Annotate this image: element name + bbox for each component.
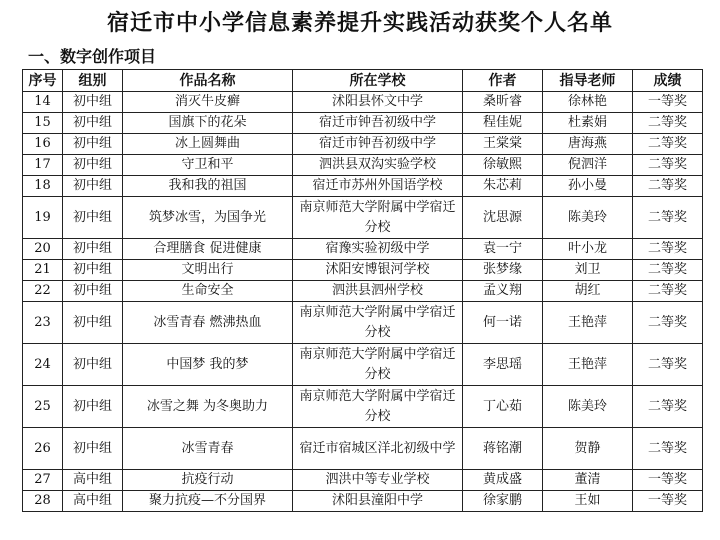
- cell-work: 合理膳食 促进健康: [123, 239, 293, 260]
- cell-teacher: 胡红: [543, 281, 633, 302]
- cell-author: 张梦缘: [463, 260, 543, 281]
- cell-author: 何一诺: [463, 302, 543, 344]
- cell-author: 王棠棠: [463, 134, 543, 155]
- cell-result: 二等奖: [633, 428, 703, 470]
- award-table: [22, 69, 703, 512]
- cell-result: 一等奖: [633, 470, 703, 491]
- cell-school: 南京师范大学附属中学宿迁分校: [293, 386, 463, 428]
- cell-teacher: 王如: [543, 491, 633, 512]
- cell-school: 泗洪县泗州学校: [293, 281, 463, 302]
- cell-no: 22: [23, 281, 63, 302]
- table-row: [23, 239, 703, 260]
- cell-author: 黄成盛: [463, 470, 543, 491]
- table-row: [23, 92, 703, 113]
- header-no: 序号: [23, 70, 63, 92]
- cell-no: 21: [23, 260, 63, 281]
- cell-result: 二等奖: [633, 239, 703, 260]
- cell-no: 28: [23, 491, 63, 512]
- table-row: [23, 134, 703, 155]
- cell-no: 16: [23, 134, 63, 155]
- cell-school: 南京师范大学附属中学宿迁分校: [293, 302, 463, 344]
- cell-group: 初中组: [63, 113, 123, 134]
- table-row: [23, 113, 703, 134]
- table-row: [23, 428, 703, 470]
- cell-group: 高中组: [63, 470, 123, 491]
- cell-work: 冰雪之舞 为冬奥助力: [123, 386, 293, 428]
- cell-result: 二等奖: [633, 113, 703, 134]
- cell-group: 高中组: [63, 491, 123, 512]
- cell-no: 17: [23, 155, 63, 176]
- cell-teacher: 王艳萍: [543, 344, 633, 386]
- cell-group: 初中组: [63, 239, 123, 260]
- header-group: 组别: [63, 70, 123, 92]
- cell-work: 文明出行: [123, 260, 293, 281]
- table-header-row: [23, 70, 703, 92]
- cell-author: 李思瑶: [463, 344, 543, 386]
- cell-teacher: 叶小龙: [543, 239, 633, 260]
- cell-no: 15: [23, 113, 63, 134]
- cell-school: 沭阳安博银河学校: [293, 260, 463, 281]
- cell-no: 20: [23, 239, 63, 260]
- cell-work: 守卫和平: [123, 155, 293, 176]
- cell-author: 徐家鹏: [463, 491, 543, 512]
- cell-teacher: 董清: [543, 470, 633, 491]
- cell-result: 二等奖: [633, 155, 703, 176]
- cell-teacher: 唐海燕: [543, 134, 633, 155]
- header-result: 成绩: [633, 70, 703, 92]
- cell-school: 泗洪县双沟实验学校: [293, 155, 463, 176]
- cell-group: 初中组: [63, 386, 123, 428]
- cell-author: 朱芯莉: [463, 176, 543, 197]
- cell-work: 抗疫行动: [123, 470, 293, 491]
- cell-work: 冰雪青春: [123, 428, 293, 470]
- cell-author: 徐敏熙: [463, 155, 543, 176]
- cell-result: 二等奖: [633, 260, 703, 281]
- cell-no: 27: [23, 470, 63, 491]
- cell-work: 生命安全: [123, 281, 293, 302]
- cell-group: 初中组: [63, 155, 123, 176]
- cell-school: 宿迁市钟吾初级中学: [293, 134, 463, 155]
- cell-school: 沭阳县怀文中学: [293, 92, 463, 113]
- cell-author: 丁心茹: [463, 386, 543, 428]
- cell-result: 二等奖: [633, 302, 703, 344]
- cell-author: 沈思源: [463, 197, 543, 239]
- cell-teacher: 陈美玲: [543, 197, 633, 239]
- cell-author: 桑昕睿: [463, 92, 543, 113]
- table-row: [23, 155, 703, 176]
- cell-result: 二等奖: [633, 281, 703, 302]
- cell-author: 孟义翔: [463, 281, 543, 302]
- table-row: [23, 470, 703, 491]
- cell-group: 初中组: [63, 260, 123, 281]
- header-school: 所在学校: [293, 70, 463, 92]
- cell-teacher: 刘卫: [543, 260, 633, 281]
- cell-school: 泗洪中等专业学校: [293, 470, 463, 491]
- header-teacher: 指导老师: [543, 70, 633, 92]
- cell-group: 初中组: [63, 281, 123, 302]
- cell-result: 二等奖: [633, 134, 703, 155]
- cell-group: 初中组: [63, 197, 123, 239]
- cell-result: 一等奖: [633, 491, 703, 512]
- cell-result: 二等奖: [633, 386, 703, 428]
- header-author: 作者: [463, 70, 543, 92]
- cell-work: 消灭牛皮癣: [123, 92, 293, 113]
- table-row: [23, 344, 703, 386]
- cell-no: 18: [23, 176, 63, 197]
- cell-no: 19: [23, 197, 63, 239]
- cell-group: 初中组: [63, 134, 123, 155]
- cell-teacher: 陈美玲: [543, 386, 633, 428]
- cell-author: 程佳妮: [463, 113, 543, 134]
- cell-no: 25: [23, 386, 63, 428]
- cell-work: 国旗下的花朵: [123, 113, 293, 134]
- table-row: [23, 386, 703, 428]
- cell-group: 初中组: [63, 344, 123, 386]
- cell-result: 二等奖: [633, 176, 703, 197]
- cell-group: 初中组: [63, 428, 123, 470]
- cell-result: 二等奖: [633, 344, 703, 386]
- page-title: 宿迁市中小学信息素养提升实践活动获奖个人名单: [106, 10, 613, 36]
- cell-author: 蒋铭潮: [463, 428, 543, 470]
- cell-school: 沭阳县潼阳中学: [293, 491, 463, 512]
- cell-no: 14: [23, 92, 63, 113]
- cell-no: 26: [23, 428, 63, 470]
- cell-group: 初中组: [63, 302, 123, 344]
- cell-school: 南京师范大学附属中学宿迁分校: [293, 197, 463, 239]
- cell-school: 宿迁市宿城区洋北初级中学: [293, 428, 463, 470]
- cell-work: 中国梦 我的梦: [123, 344, 293, 386]
- table-row: [23, 491, 703, 512]
- cell-teacher: 倪泗洋: [543, 155, 633, 176]
- table-row: [23, 176, 703, 197]
- cell-teacher: 徐林艳: [543, 92, 633, 113]
- table-row: [23, 302, 703, 344]
- header-work: 作品名称: [123, 70, 293, 92]
- table-row: [23, 260, 703, 281]
- cell-group: 初中组: [63, 176, 123, 197]
- cell-work: 我和我的祖国: [123, 176, 293, 197]
- cell-no: 23: [23, 302, 63, 344]
- table-row: [23, 197, 703, 239]
- cell-result: 一等奖: [633, 92, 703, 113]
- cell-work: 冰上圆舞曲: [123, 134, 293, 155]
- cell-school: 宿迁市苏州外国语学校: [293, 176, 463, 197]
- cell-work: 冰雪青春 燃沸热血: [123, 302, 293, 344]
- cell-teacher: 孙小曼: [543, 176, 633, 197]
- cell-school: 宿迁市钟吾初级中学: [293, 113, 463, 134]
- cell-teacher: 杜素娟: [543, 113, 633, 134]
- cell-school: 南京师范大学附属中学宿迁分校: [293, 344, 463, 386]
- cell-work: 聚力抗疫—不分国界: [123, 491, 293, 512]
- table-row: [23, 281, 703, 302]
- cell-author: 袁一宁: [463, 239, 543, 260]
- cell-result: 二等奖: [633, 197, 703, 239]
- cell-school: 宿豫实验初级中学: [293, 239, 463, 260]
- section-heading: 一、数字创作项目: [28, 47, 157, 66]
- cell-teacher: 贺静: [543, 428, 633, 470]
- cell-work: 筑梦冰雪，为国争光: [123, 197, 293, 239]
- cell-group: 初中组: [63, 92, 123, 113]
- cell-teacher: 王艳萍: [543, 302, 633, 344]
- cell-no: 24: [23, 344, 63, 386]
